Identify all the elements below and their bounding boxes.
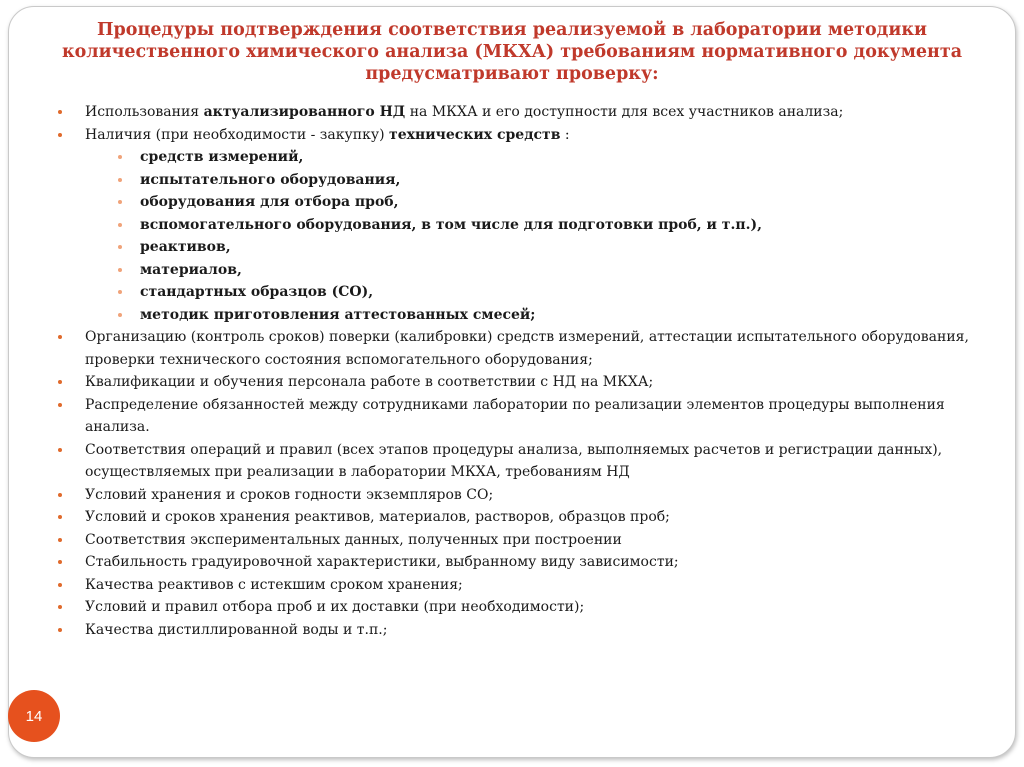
- check-list: [55, 101, 989, 641]
- sublist-item: [115, 191, 989, 214]
- sublist-item-text: оборудования для отбора проб,: [140, 194, 399, 210]
- item-text: Стабильность градуировочной характеристики, выбранному виду зависимости;: [85, 554, 679, 570]
- item-text-pre: Использования: [85, 104, 204, 120]
- item-text: Условий и правил отбора проб и их доставки (при необходимости);: [85, 599, 585, 615]
- item-text: Качества дистиллированной воды и т.п.;: [85, 621, 388, 638]
- item-text: Соответствия экспериментальных данных, полученных при построении: [85, 531, 622, 548]
- sublist-item: [115, 146, 989, 169]
- sublist-item-text: методик приготовления аттестованных смесей;: [140, 306, 536, 323]
- bullet-icon: [118, 268, 122, 272]
- bullet-icon: [118, 223, 122, 227]
- title-line-1: Процедуры подтверждения соответствия реализуемой в лаборатории методики: [97, 20, 927, 40]
- bullet-icon: [58, 110, 62, 114]
- item-text-pre: Наличия (при необходимости - закупку): [85, 126, 390, 143]
- list-item: [55, 574, 989, 597]
- bullet-icon: [58, 493, 62, 497]
- list-item: [55, 619, 989, 642]
- sublist-item-text: материалов,: [140, 261, 242, 278]
- bullet-icon: [118, 313, 122, 317]
- item-text: Организацию (контроль сроков) поверки (калибровки) средств измерений, аттестации испытательного оборудования, проверки технического состояния вспомогательного оборудования;: [85, 329, 969, 368]
- sublist-item-text: стандартных образцов (СО),: [140, 284, 374, 300]
- bullet-icon: [58, 560, 62, 564]
- item-text-bold: актуализированного НД: [203, 104, 406, 120]
- technical-means-sublist: [55, 146, 989, 326]
- bullet-icon: [58, 133, 62, 137]
- bullet-icon: [58, 335, 62, 339]
- list-item: [55, 371, 989, 394]
- sublist-item: [115, 169, 989, 192]
- bullet-icon: [58, 538, 62, 542]
- bullet-icon: [118, 290, 122, 294]
- sublist-item-text: вспомогательного оборудования, в том числе для подготовки проб, и т.п.),: [140, 216, 762, 233]
- list-item: [55, 596, 989, 619]
- list-item: [55, 394, 989, 439]
- bullet-icon: [58, 380, 62, 384]
- list-item: [55, 484, 989, 507]
- sublist-item: [115, 259, 989, 282]
- item-text: Условий и сроков хранения реактивов, материалов, растворов, образцов проб;: [85, 509, 670, 525]
- bullet-icon: [118, 155, 122, 159]
- sublist-item: [115, 281, 989, 304]
- list-item: [55, 101, 989, 124]
- bullet-icon: [58, 403, 62, 407]
- list-item: [55, 439, 989, 484]
- sublist-wrapper: [55, 146, 989, 326]
- sublist-item: [115, 236, 989, 259]
- sublist-item: [115, 304, 989, 327]
- list-item: [55, 551, 989, 574]
- bullet-icon: [118, 200, 122, 204]
- title-line-3: предусматривают проверку:: [365, 64, 659, 84]
- list-item: [55, 529, 989, 552]
- sublist-item-text: испытательного оборудования,: [140, 171, 401, 188]
- slide-title: [49, 19, 975, 85]
- title-line-2: количественного химического анализа (МКХА) требованиям нормативного документа: [61, 42, 963, 62]
- list-item: [55, 124, 989, 147]
- sublist-item-text: средств измерений,: [140, 149, 304, 165]
- item-text: Соответствия операций и правил (всех этапов процедуры анализа, выполняемых расчетов и регистрации данных), осуществляемых при реализации в лаборатории МКХА, требованиям НД: [85, 441, 943, 480]
- bullet-icon: [58, 583, 62, 587]
- page-number-badge: [8, 690, 60, 742]
- item-text: Квалификации и обучения персонала работе в соответствии с НД на МКХА;: [85, 374, 654, 390]
- bullet-icon: [58, 448, 62, 452]
- list-item: [55, 326, 989, 371]
- item-text: Условий хранения и сроков годности экземпляров СО;: [85, 486, 494, 503]
- sublist-item-text: реактивов,: [140, 239, 231, 255]
- slide-content: [55, 101, 989, 641]
- bullet-icon: [58, 515, 62, 519]
- list-item: [55, 506, 989, 529]
- item-text: Распределение обязанностей между сотрудниками лаборатории по реализации элементов процедуры выполнения анализа.: [85, 396, 945, 435]
- bullet-icon: [118, 245, 122, 249]
- item-text: Качества реактивов с истекшим сроком хранения;: [85, 576, 463, 593]
- page-number: 14: [25, 707, 43, 725]
- bullet-icon: [58, 605, 62, 609]
- bullet-icon: [118, 178, 122, 182]
- item-text-post: на МКХА и его доступности для всех участников анализа;: [405, 104, 844, 120]
- item-text-post: :: [560, 126, 570, 143]
- sublist-item: [115, 214, 989, 237]
- slide-frame: [8, 6, 1016, 758]
- item-text-bold: технических средств: [389, 126, 561, 143]
- bullet-icon: [58, 628, 62, 632]
